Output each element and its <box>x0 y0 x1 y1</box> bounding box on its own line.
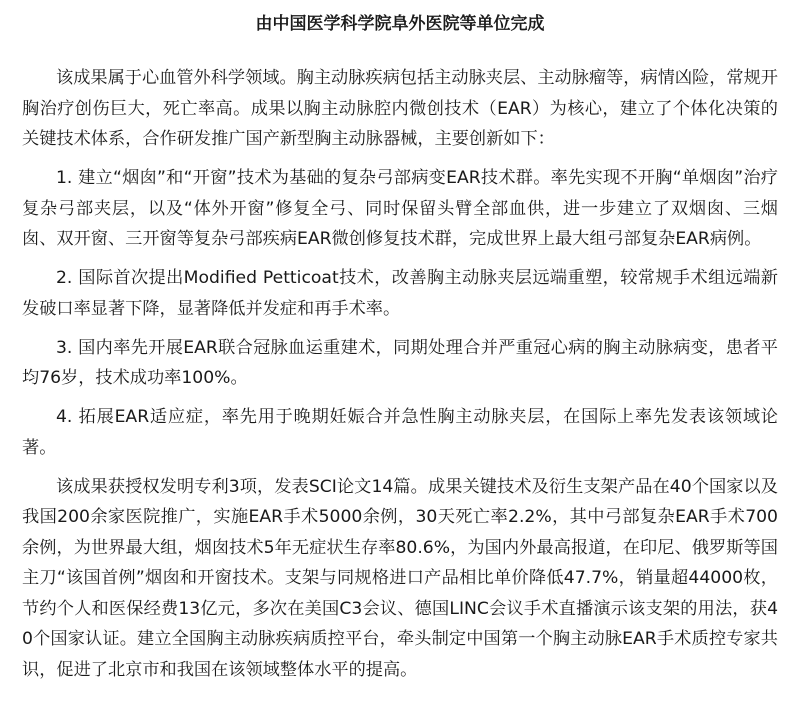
document-body <box>22 0 778 685</box>
paragraph-intro: 该成果属于心血管外科学领域。胸主动脉疾病包括主动脉夹层、主动脉瘤等，病情凶险，常规开胸治疗创伤巨大，死亡率高。成果以胸主动脉腔内微创技术（EAR）为核心，建立了个体化决策的关键技术体系，合作研发推广国产新型胸主动脉器械，主要创新如下： <box>22 68 778 149</box>
paragraph-results: 该成果获授权发明专利3项，发表SCI论文14篇。成果关键技术及衍生支架产品在40个国家以及我国200余家医院推广，实施EAR手术5000余例，30天死亡率2.2%，其中弓部复杂EAR手术700余例，为世界最大组，烟囱技术5年无症状生存率80.6%，为国内外最高报道，在印尼、俄罗斯等国主刀“该国首例”烟囱和开窗技术。支架与同规格进口产品相比单价降低47.7%，销量超44000枚，节约个人和医保经费13亿元，多次在美国C3会议、德国LINC会议手术直播演示该支架的用法，获40个国家认证。建立全国胸主动脉疾病质控平台，牵头制定中国第一个胸主动脉EAR手术质控专家共识，促进了北京市和我国在该领域整体水平的提高。 <box>22 476 778 680</box>
paragraph-innovation-1: 1. 建立“烟囱”和“开窗”技术为基础的复杂弓部病变EAR技术群。率先实现不开胸“单烟囱”治疗复杂弓部夹层，以及“体外开窗”修复全弓、同时保留头臂全部血供，进一步建立了双烟囱、三烟囱、双开窗、三开窗等复杂弓部疾病EAR微创修复技术群，完成世界上最大组弓部复杂EAR病例。 <box>22 168 778 249</box>
document-title: 由中国医学科学院阜外医院等单位完成 <box>255 14 545 34</box>
paragraph-innovation-3: 3. 国内率先开展EAR联合冠脉血运重建术，同期处理合并严重冠心病的胸主动脉病变，患者平均76岁，技术成功率100%。 <box>22 337 778 388</box>
paragraph-innovation-2: 2. 国际首次提出Modified Petticoat技术，改善胸主动脉夹层远端重塑，较常规手术组远端新发破口率显著下降，显著降低并发症和再手术率。 <box>22 268 778 319</box>
paragraph-innovation-4: 4. 拓展EAR适应症，率先用于晚期妊娠合并急性胸主动脉夹层，在国际上率先发表该领域论著。 <box>22 407 778 458</box>
